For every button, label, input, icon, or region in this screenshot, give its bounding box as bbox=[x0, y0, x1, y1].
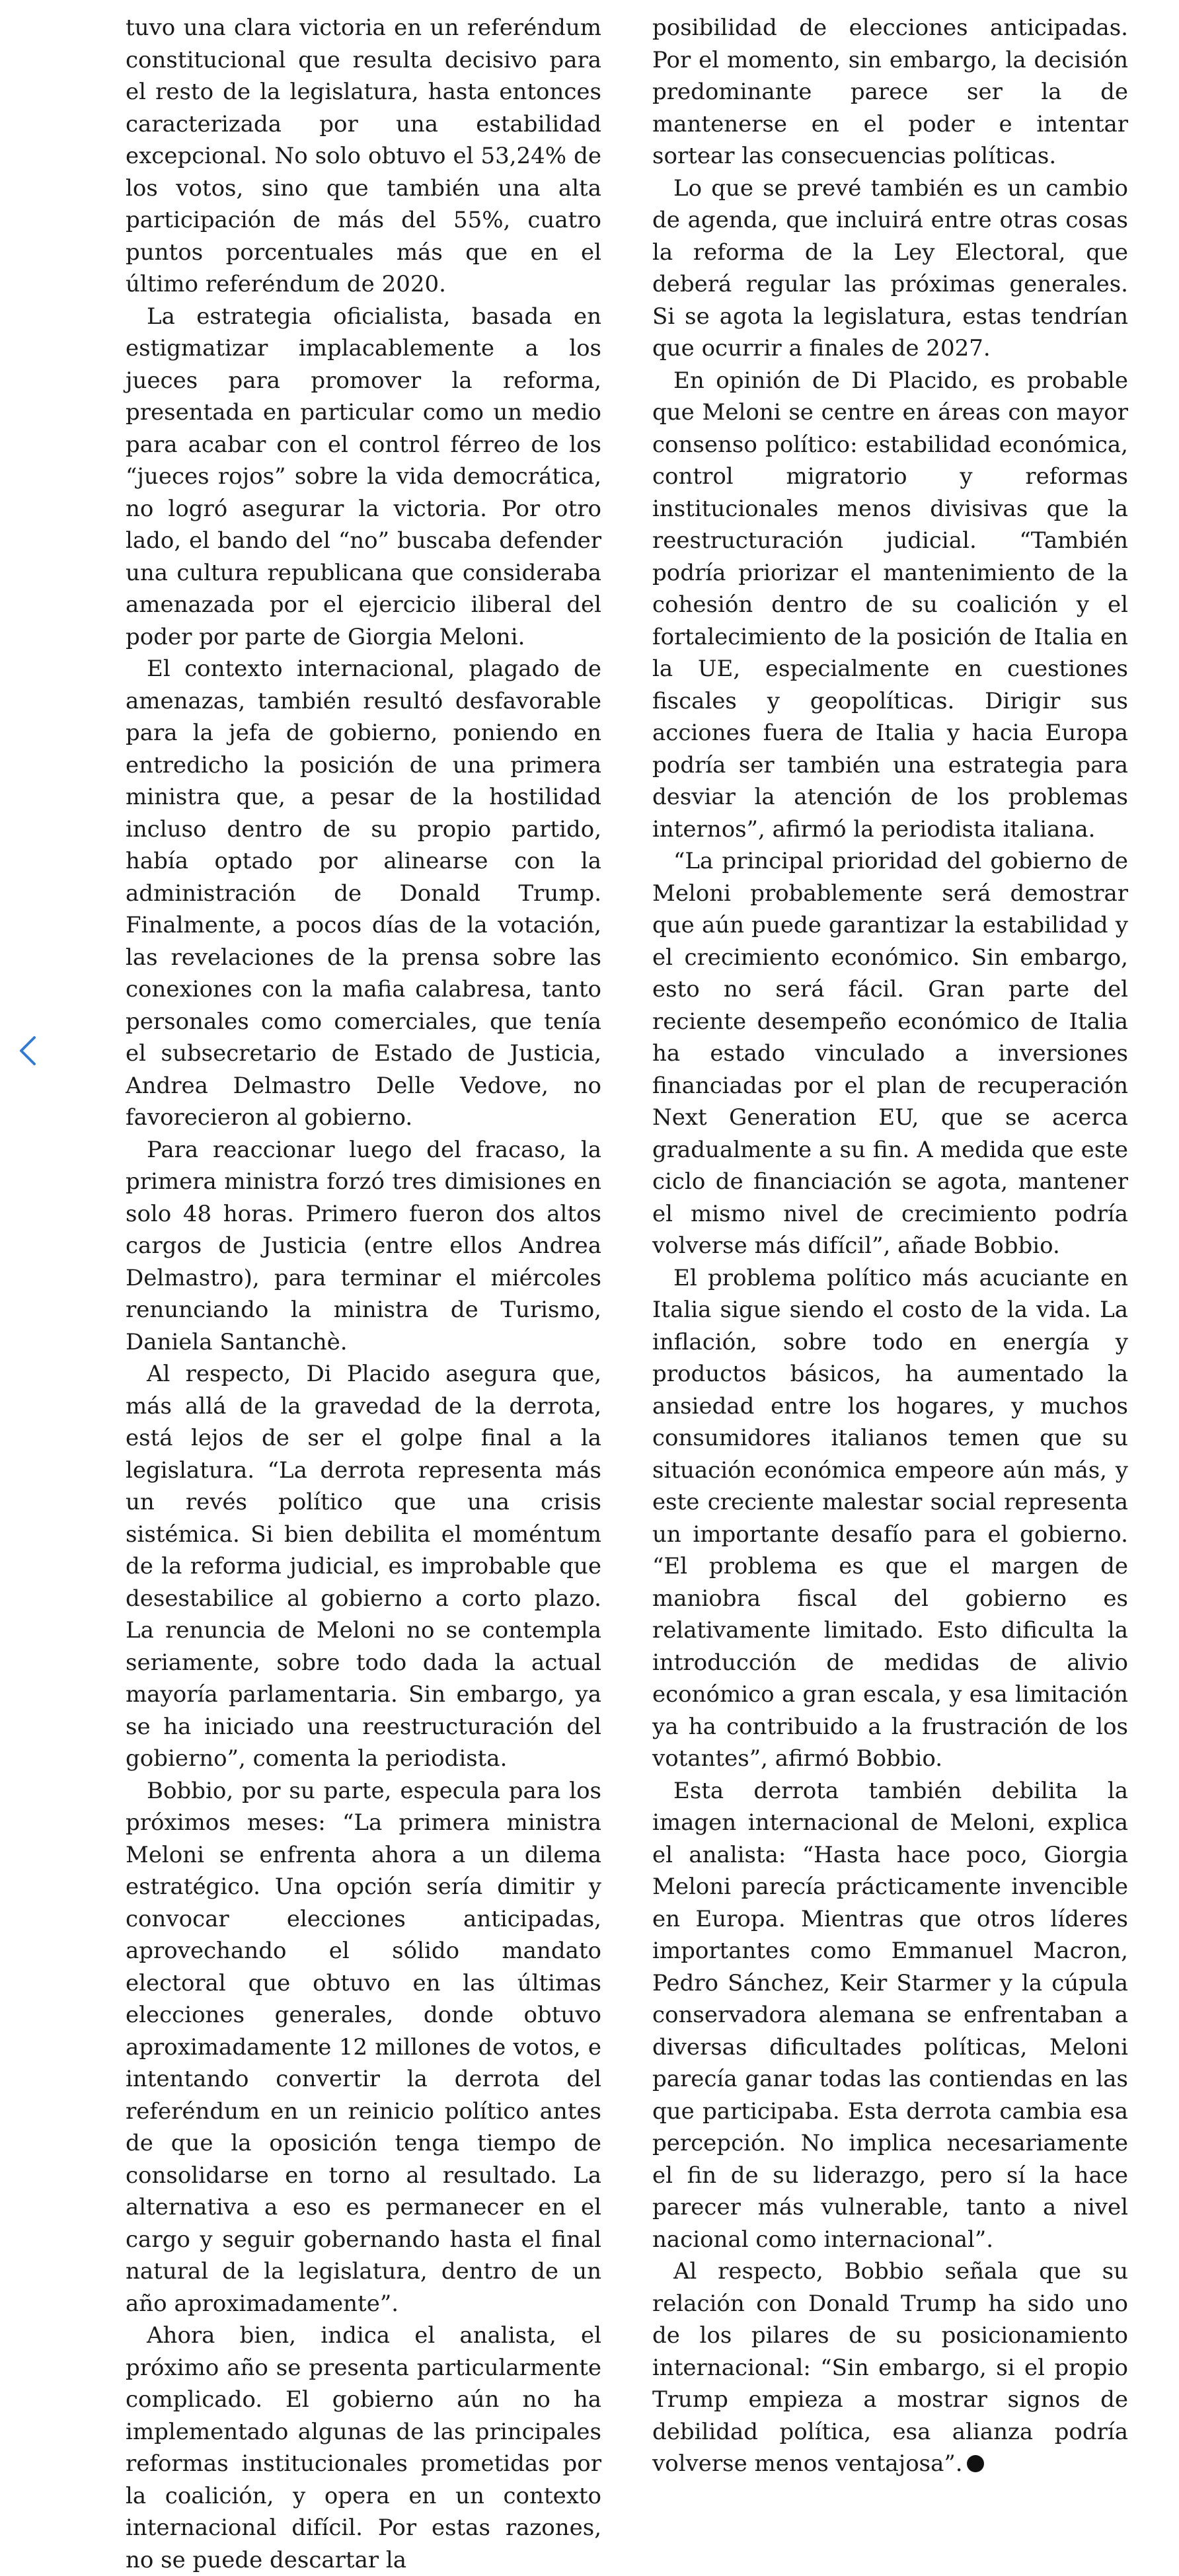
final-paragraph-text: Al respecto, Bobbio señala que su relación con Donald Trump ha sido uno de los pilares de su posicionamiento internacional: “Sin embargo, si el propio Trump empieza a mostrar signos de debilidad política, esa alianza podría volverse menos ventajosa”. bbox=[652, 2258, 1128, 2477]
paragraph: Ahora bien, indica el analista, el próximo año se presenta particularmente complicado. El gobierno aún no ha implementado algunas de las principales reformas institucionales prometidas por la coalición, y opera en un contexto internacional difícil. Por estas razones, no se puede descartar la bbox=[126, 2322, 601, 2573]
paragraph: El contexto internacional, plagado de amenazas, también resultó desfavorable para la jefa de gobierno, poniendo en entredicho la posición de una primera ministra que, a pesar de la hostilidad incluso dentro de su propio partido, había optado por alinearse con la administración de Donald Trump. Finalmente, a pocos días de la votación, las revelaciones de la prensa sobre las conexiones con la mafia calabresa, tanto personales como comerciales, que tenía el subsecretario de Estado de Justicia, Andrea Delmastro Delle Vedove, no favorecieron al gobierno. bbox=[126, 656, 601, 1131]
paragraph: tuvo una clara victoria en un referéndum constitucional que resulta decisivo para el resto de la legislatura, hasta entonces caracterizada por una estabilidad excepcional. No solo obtuvo el 53,24% de los votos, sino que también una alta participación de más del 55%, cuatro puntos porcentuales más que en el último referéndum de 2020. bbox=[126, 15, 601, 297]
chevron-left-icon[interactable] bbox=[15, 1031, 41, 1071]
end-of-article-dot-icon bbox=[967, 2455, 984, 2472]
paragraph: Lo que se prevé también es un cambio de agenda, que incluirá entre otras cosas la reforma de la Ley Electoral, que deberá regular las próximas generales. Si se agota la legislatura, estas tendrían que ocurrir a finales de 2027. bbox=[652, 174, 1128, 361]
paragraph: El problema político más acuciante en Italia sigue siendo el costo de la vida. La inflación, sobre todo en energía y productos básicos, ha aumentado la ansiedad entre los hogares, y muchos consumidores italianos temen que su situación económica empeore aún más, y este creciente malestar social representa un importante desafío para el gobierno. “El problema es que el margen de maniobra fiscal del gobierno es relativamente limitado. Esto dificulta la introducción de medidas de alivio económico a gran escala, y esa limitación ya ha contribuido a la frustración de los votantes”, afirmó Bobbio. bbox=[652, 1264, 1128, 1772]
article-column-right bbox=[652, 12, 1128, 2480]
article-column-left bbox=[126, 12, 601, 2576]
paragraph: posibilidad de elecciones anticipadas. Por el momento, sin embargo, la decisión predominante parece ser la de mantenerse en el poder e intentar sortear las consecuencias políticas. bbox=[652, 15, 1128, 169]
final-paragraph bbox=[652, 2255, 1128, 2480]
paragraph: Bobbio, por su parte, especula para los próximos meses: “La primera ministra Meloni se enfrenta ahora a un dilema estratégico. Una opción sería dimitir y convocar elecciones anticipadas, aprovechando el sólido mandato electoral que obtuvo en las últimas elecciones generales, donde obtuvo aproximadamente 12 millones de votos, e intentando convertir la derrota del referéndum en un reinicio político antes de que la oposición tenga tiempo de consolidarse en torno al resultado. La alternativa a eso es permanecer en el cargo y seguir gobernando hasta el final natural de la legislatura, dentro de un año aproximadamente”. bbox=[126, 1777, 601, 2317]
paragraph: En opinión de Di Placido, es probable que Meloni se centre en áreas con mayor consenso político: estabilidad económica, control migratorio y reformas institucionales menos divisivas que la reestructuración judicial. “También podría priorizar el mantenimiento de la cohesión dentro de su coalición y el fortalecimiento de la posición de Italia en la UE, especialmente en cuestiones fiscales y geopolíticas. Dirigir sus acciones fuera de Italia y hacia Europa podría ser también una estrategia para desviar la atención de los problemas internos”, afirmó la periodista italiana. bbox=[652, 367, 1128, 843]
paragraph: Esta derrota también debilita la imagen internacional de Meloni, explica el analista: “Hasta hace poco, Giorgia Meloni parecía prácticamente invencible en Europa. Mientras que otros líderes importantes como Emmanuel Macron, Pedro Sánchez, Keir Starmer y la cúpula conservadora alemana se enfrentaban a diversas dificultades políticas, Meloni parecía ganar todas las contiendas en las que participaba. Esta derrota cambia esa percepción. No implica necesariamente el fin de su liderazgo, pero sí la hace parecer más vulnerable, tanto a nivel nacional como internacional”. bbox=[652, 1777, 1128, 2253]
paragraph: “La principal prioridad del gobierno de Meloni probablemente será demostrar que aún puede garantizar la estabilidad y el crecimiento económico. Sin embargo, esto no será fácil. Gran parte del reciente desempeño económico de Italia ha estado vinculado a inversiones financiadas por el plan de recuperación Next Generation EU, que se acerca gradualmente a su fin. A medida que este ciclo de financiación se agota, mantener el mismo nivel de crecimiento podría volverse más difícil”, añade Bobbio. bbox=[652, 848, 1128, 1259]
paragraph: Al respecto, Di Placido asegura que, más allá de la gravedad de la derrota, está lejos de ser el golpe final a la legislatura. “La derrota representa más un revés político que una crisis sistémica. Si bien debilita el moméntum de la reforma judicial, es improbable que desestabilice al gobierno a corto plazo. La renuncia de Meloni no se contempla seriamente, sobre todo dada la actual mayoría parlamentaria. Sin embargo, ya se ha iniciado una reestructuración del gobierno”, comenta la periodista. bbox=[126, 1361, 601, 1772]
paragraph: Para reaccionar luego del fracaso, la primera ministra forzó tres dimisiones en solo 48 horas. Primero fueron dos altos cargos de Justicia (entre ellos Andrea Delmastro), para terminar el miércoles renunciando la ministra de Turismo, Daniela Santanchè. bbox=[126, 1136, 601, 1355]
paragraph: La estrategia oficialista, basada en estigmatizar implacablemente a los jueces para promover la reforma, presentada en particular como un medio para acabar con el control férreo de los “jueces rojos” sobre la vida democrática, no logró asegurar la victoria. Por otro lado, el bando del “no” buscaba defender una cultura republicana que consideraba amenazada por el ejercicio iliberal del poder por parte de Giorgia Meloni. bbox=[126, 303, 601, 650]
